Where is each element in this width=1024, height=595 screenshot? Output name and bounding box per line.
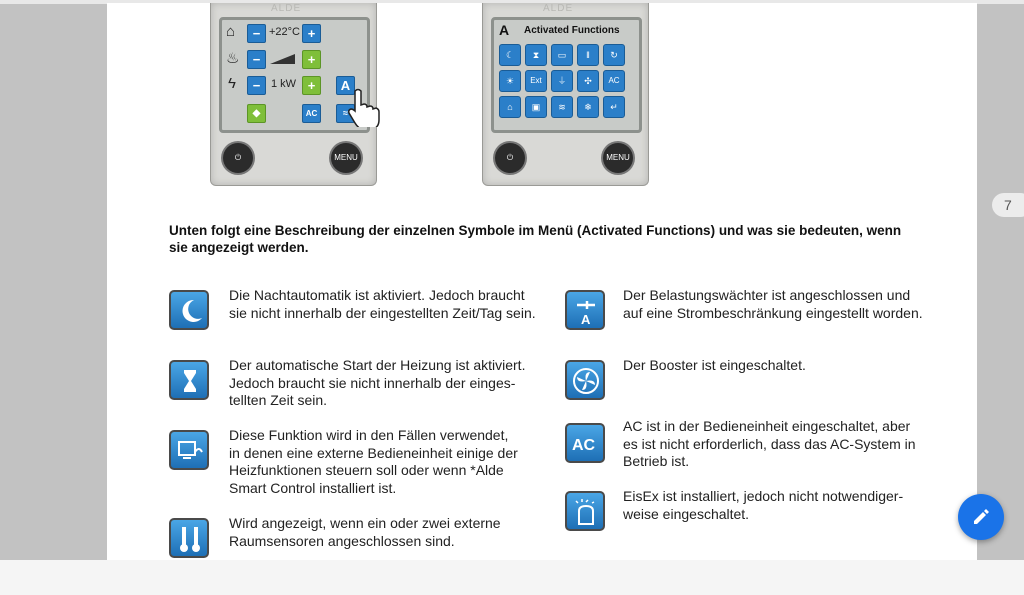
cycle-icon: ↻ xyxy=(603,44,625,66)
bottom-bar xyxy=(0,560,1024,595)
room-sensors-icon xyxy=(169,518,209,558)
power-plus-button: + xyxy=(302,76,321,95)
ac-icon: AC xyxy=(603,70,625,92)
hourglass-icon: ⧗ xyxy=(525,44,547,66)
night-mode-description: Die Nachtautomatik ist aktiviert. Jedoch braucht sie nicht innerhalb der eingestellten Zeit/Tag sein. xyxy=(229,287,536,321)
pump-button: ≈ xyxy=(336,104,355,123)
pencil-icon xyxy=(971,507,991,527)
page-number-indicator: 7 xyxy=(992,193,1024,217)
load-monitor-icon xyxy=(565,290,605,330)
ac-description: AC ist in der Bedieneinheit eingeschaltet, aber es ist nicht erforderlich, dass das AC-System in Betrieb ist. xyxy=(623,418,916,469)
hourglass-icon xyxy=(169,360,209,400)
temperature-minus-button: − xyxy=(247,24,266,43)
ac-button: AC xyxy=(302,104,321,123)
hand-pointer-icon xyxy=(343,87,387,127)
edit-button[interactable] xyxy=(958,494,1004,540)
ext-icon: Ext xyxy=(525,70,547,92)
external-control-icon: ▭ xyxy=(551,44,573,66)
auto-button: A xyxy=(336,76,355,95)
sun-icon: ☀ xyxy=(499,70,521,92)
panel-brand: ALDE xyxy=(271,3,302,14)
load-monitor-label: A xyxy=(581,312,591,326)
level-ramp-icon xyxy=(270,53,296,65)
lock-icon: ▣ xyxy=(525,96,547,118)
external-control-description: Diese Funktion wird in den Fällen verwendet, in denen eine externe Bedieneinheit einige der Heizfunktionen steuern soll oder wenn *Alde Smart Control installiert ist. xyxy=(229,427,518,496)
flame-button: ◆ xyxy=(247,104,266,123)
hotwater-plus-button: + xyxy=(302,50,321,69)
lightning-icon: ϟ xyxy=(228,75,236,92)
power-value: 1 kW xyxy=(271,78,297,90)
floor-heat-icon: ≋ xyxy=(551,96,573,118)
moon-icon xyxy=(169,290,209,330)
load-monitor-icon: ⏚ xyxy=(551,70,573,92)
temperature-value: +22°C xyxy=(269,26,301,38)
house-thermometer-icon: ⌂ xyxy=(226,23,236,40)
return-icon: ↵ xyxy=(603,96,625,118)
control-panel-main xyxy=(210,3,377,186)
hotwater-minus-button: − xyxy=(247,50,266,69)
power-button: ⏻ xyxy=(223,143,253,173)
snow-icon: ❄ xyxy=(577,96,599,118)
menu-button: MENU xyxy=(603,143,633,173)
panel-screen xyxy=(491,17,642,133)
menu-button: MENU xyxy=(331,143,361,173)
eisex-icon: ⌂ xyxy=(499,96,521,118)
document-page xyxy=(107,3,977,560)
load-monitor-description: Der Belastungswächter ist angeschlossen und auf eine Strombeschränkung eingestellt worden. xyxy=(623,287,923,321)
temperature-plus-button: + xyxy=(302,24,321,43)
fan-icon xyxy=(565,360,605,400)
shower-icon: ♨ xyxy=(226,50,240,67)
control-panel-functions xyxy=(482,3,649,186)
auto-letter: A xyxy=(499,22,510,38)
auto-start-description: Der automatische Start der Heizung ist aktiviert. Jedoch braucht sie nicht innerhalb der einges- tellten Zeit sein. xyxy=(229,357,526,408)
room-sensors-icon: ‖ xyxy=(577,44,599,66)
room-sensors-description: Wird angezeigt, wenn ein oder zwei externe Raumsensoren angeschlossen sind. xyxy=(229,515,501,549)
moon-icon: ☾ xyxy=(499,44,521,66)
ac-icon xyxy=(565,423,605,463)
fan-icon: ✣ xyxy=(577,70,599,92)
intro-paragraph: Unten folgt eine Beschreibung der einzelnen Symbole im Menü (Activated Functions) und was sie bedeuten, wenn sie angezeigt werden. xyxy=(169,223,902,255)
ac-label: AC xyxy=(572,437,596,454)
external-control-icon xyxy=(169,430,209,470)
eisex-icon xyxy=(565,491,605,531)
panel-brand: ALDE xyxy=(543,3,574,14)
power-button: ⏻ xyxy=(495,143,525,173)
booster-description: Der Booster ist eingeschaltet. xyxy=(623,357,806,373)
functions-title: Activated Functions xyxy=(524,25,620,36)
power-minus-button: − xyxy=(247,76,266,95)
eisex-description: EisEx ist installiert, jedoch nicht notwendiger- weise eingeschaltet. xyxy=(623,488,904,522)
